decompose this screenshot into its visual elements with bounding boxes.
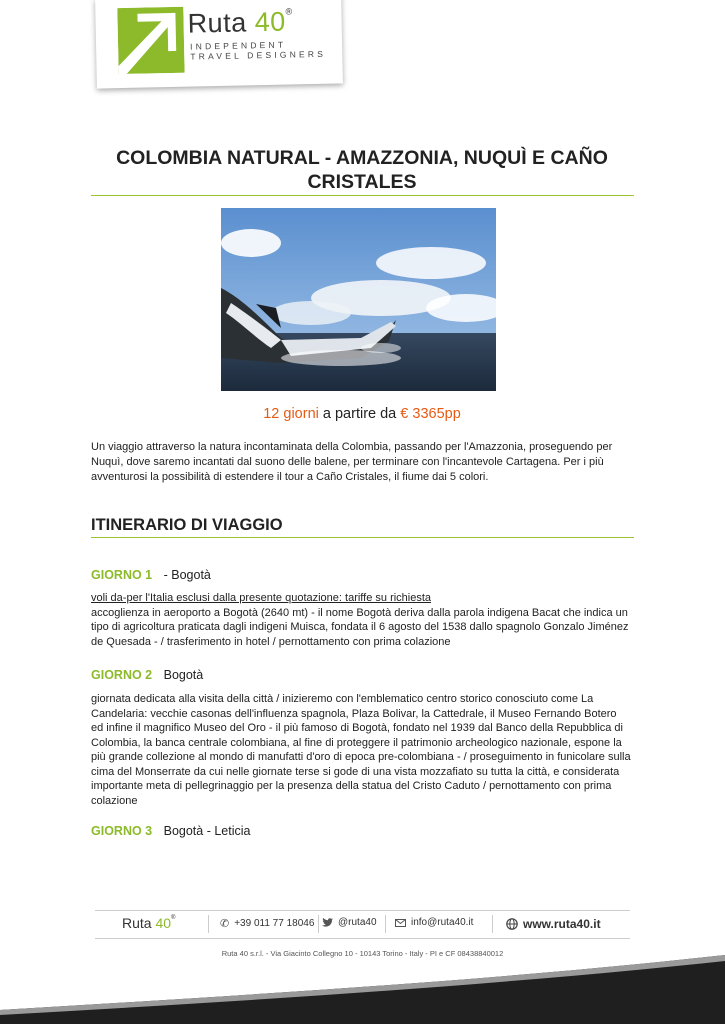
footer-top-rule (95, 910, 630, 911)
day-1-heading (91, 568, 211, 582)
itinerary-heading: ITINERARIO DI VIAGGIO (91, 516, 283, 534)
footer-email[interactable]: info@ruta40.it (395, 917, 473, 928)
day-1-body (91, 591, 631, 649)
logo (95, 0, 343, 89)
day-2-text: giornata dedicata alla visita della città / inizieremo con l'emblematico centro storico conosciuto come La Candelaria: vecchie casonas dell'influenza spagnola, Plaza Bolivar, la Cattedrale, il Museo Fernando Botero ed infine il magnifico Museo del Oro - il più famoso di Bogotà, fondato nel 1939 dal Banco della Repubblica di Colombia, la banca centrale colombiana, al fine di proteggere il patrimonio archeologico nazionale, espone la più grande collezione al mondo di manufatti d'oro di epoca pre-colombiana - / proseguimento in funicolare sulla cima del Monserrate da cui nelle giornate terse si gode di una vista mozzafiato su tutta la città, e considerata importante meta di pellegrinaggio per la presenza della statua del Cristo Caduto / pernottamento con prima colazione (91, 693, 631, 807)
phone-icon: ✆ (220, 918, 230, 930)
ruta40-logo-mark-icon (117, 7, 184, 74)
price-summary (90, 406, 634, 422)
footer-separator (208, 915, 209, 933)
intro-paragraph: Un viaggio attraverso la natura incontaminata della Colombia, passando per l'Amazzonia, proseguendo per Nuquì, dove saremo incantati dal suono delle balene, per terminare con l'incantevole Cartagena. Per i più avventurosi la possibilità di estendere il tour a Caño Cristales, il fiume dai 5 colori. (91, 441, 613, 483)
page-title: COLOMBIA NATURAL - AMAZZONIA, NUQUÌ E CAÑO CRISTALES (116, 147, 608, 193)
day-3-label: GIORNO 3 (91, 824, 153, 838)
twitter-icon (322, 918, 333, 927)
title-divider (91, 195, 634, 196)
footer-website[interactable]: www.ruta40.it (506, 917, 601, 931)
footer-brand: Ruta 40® (122, 915, 176, 931)
day-3-place: Bogotà - Leticia (163, 824, 251, 838)
day-1-place: - Bogotà (163, 568, 211, 582)
footer-bottom-rule (95, 938, 630, 939)
mail-icon (395, 919, 406, 927)
day-1-note: voli da-per l'Italia esclusi dalla presente quotazione: tariffe su richiesta (91, 592, 432, 604)
footer-swoosh-decoration (0, 955, 725, 1024)
globe-icon (506, 918, 518, 930)
trip-duration: 12 giorni (263, 406, 319, 422)
day-2-place: Bogotà (163, 668, 204, 682)
whale-hero-image (221, 208, 496, 391)
day-1-text: accoglienza in aeroporto a Bogotà (2640 mt) - il nome Bogotà deriva dalla parola indigena Bacat che indica un tipo di agricoltura praticata dagli indigeni Muisca, fondata il 6 agosto del 1538 dallo spagnolo Gonzalo Jiménez de Quesada - / trasferimento in hotel / pernottamento con prima colazione (91, 606, 629, 648)
footer-separator (385, 915, 386, 933)
logo-tagline: INDEPENDENT TRAVEL DESIGNERS (190, 39, 327, 62)
day-2-heading (91, 668, 203, 682)
logo-name: Ruta 40® (187, 6, 293, 39)
day-1-label: GIORNO 1 (91, 568, 153, 582)
footer-phone[interactable]: ✆ +39 011 77 18046 (220, 918, 315, 930)
day-2-label: GIORNO 2 (91, 668, 153, 682)
price-prefix: a partire da (322, 406, 397, 422)
day-3-heading (91, 824, 250, 838)
footer-twitter[interactable]: @ruta40 (322, 917, 377, 928)
footer-legal: Ruta 40 s.r.l. - Via Giacinto Collegno 10 - 10143 Torino - Italy - PI e CF 08438840012 (221, 949, 504, 958)
footer-separator (492, 915, 493, 933)
footer-separator (318, 915, 319, 933)
itinerary-divider (91, 537, 634, 538)
trip-price: € 3365pp (400, 406, 461, 422)
